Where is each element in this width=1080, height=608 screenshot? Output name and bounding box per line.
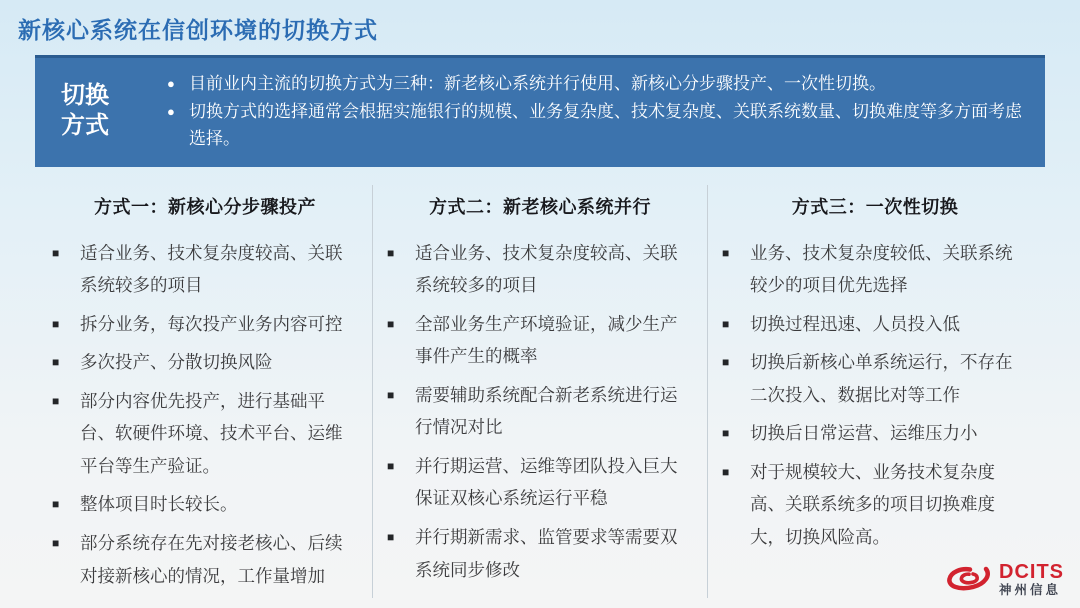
column-method-2 (373, 185, 708, 598)
column-3-bullet-list (722, 237, 1028, 554)
bullet-item: ■ 全部业务生产环境验证，减少生产事件产生的概率 (387, 308, 693, 373)
bullet-item: ■ 切换过程迅速、人员投入低 (722, 308, 1028, 341)
bullet-item: ● 目前业内主流的切换方式为三种：新老核心系统并行使用、新核心分步骤投产、一次性切换。 (167, 70, 1027, 98)
company-logo (945, 560, 1064, 600)
bullet-item: ■ 切换后新核心单系统运行，不存在二次投入、数据比对等工作 (722, 346, 1028, 411)
banner-label (61, 81, 157, 141)
column-method-1 (38, 185, 373, 598)
bullet-item: ■ 拆分业务，每次投产业务内容可控 (52, 308, 358, 341)
bullet-item: ■ 部分系统存在先对接老核心、后续对接新核心的情况，工作量增加 (52, 527, 358, 592)
bullet-item: ■ 并行期新需求、监管要求等需要双系统同步修改 (387, 521, 693, 586)
logo-brand: DCITS (999, 560, 1064, 583)
method-columns (38, 185, 1042, 598)
bullet-item: ■ 适合业务、技术复杂度较高、关联系统较多的项目 (52, 237, 358, 302)
bullet-item: ■ 业务、技术复杂度较低、关联系统较少的项目优先选择 (722, 237, 1028, 302)
bullet-item: ■ 并行期运营、运维等团队投入巨大保证双核心系统运行平稳 (387, 450, 693, 515)
bullet-item: ■ 适合业务、技术复杂度较高、关联系统较多的项目 (387, 237, 693, 302)
banner-bullet-list (157, 70, 1027, 153)
bullet-item: ■ 需要辅助系统配合新老系统进行运行情况对比 (387, 379, 693, 444)
column-method-3 (708, 185, 1042, 598)
logo-text (999, 562, 1064, 598)
column-1-bullet-list (52, 237, 358, 592)
bullet-item: ● 切换方式的选择通常会根据实施银行的规模、业务复杂度、技术复杂度、关联系统数量、切换难度等多方面考虑选择。 (167, 98, 1027, 153)
column-2-bullet-list (387, 237, 693, 586)
banner-label-line1: 切换 (61, 82, 109, 110)
bullet-item: ■ 整体项目时长较长。 (52, 488, 358, 521)
dcits-swirl-icon (945, 560, 991, 600)
page-title: 新核心系统在信创环境的切换方式 (18, 17, 378, 43)
bullet-item: ■ 部分内容优先投产，进行基础平台、软硬件环境、技术平台、运维平台等生产验证。 (52, 385, 358, 483)
banner-label-line2: 方式 (61, 112, 109, 140)
logo-company: 神州信息 (999, 582, 1062, 597)
column-2-header: 方式二：新老核心系统并行 (429, 196, 651, 217)
bullet-item: ■ 对于规模较大、业务技术复杂度高、关联系统多的项目切换难度大，切换风险高。 (722, 456, 1028, 554)
switch-method-banner (35, 55, 1045, 167)
column-3-header: 方式三：一次性切换 (791, 196, 959, 217)
bullet-item: ■ 多次投产、分散切换风险 (52, 346, 358, 379)
bullet-item: ■ 切换后日常运营、运维压力小 (722, 417, 1028, 450)
column-1-header: 方式一：新核心分步骤投产 (94, 196, 316, 217)
